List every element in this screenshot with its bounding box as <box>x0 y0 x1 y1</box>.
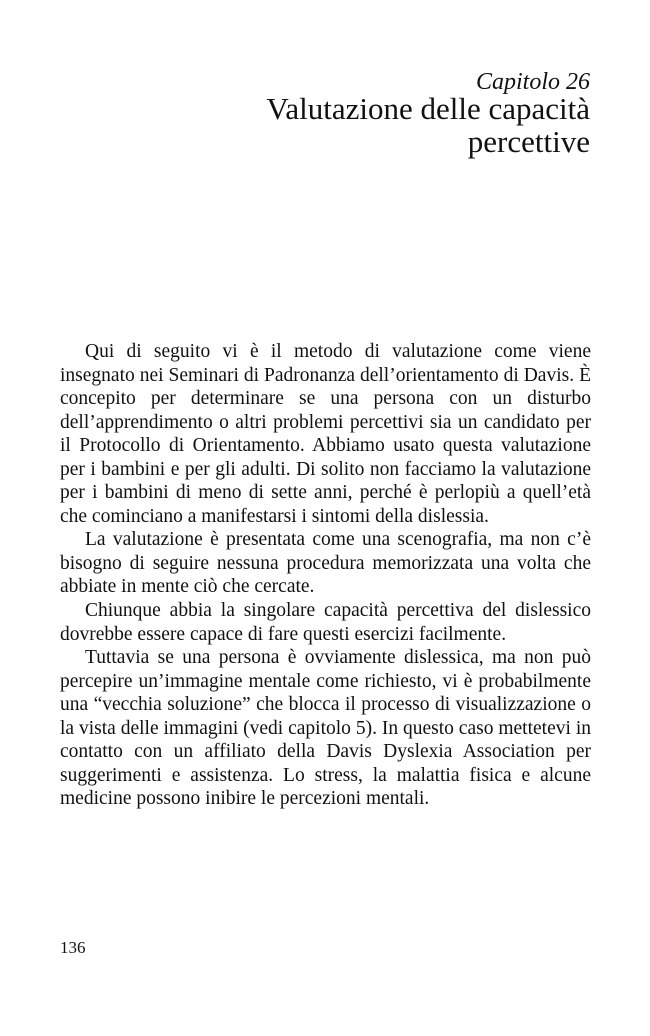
body-text <box>60 340 591 811</box>
paragraph: Tuttavia se una persona è ovviamente dislessica, ma non può percepire un’immagine mentale come richiesto, vi è probabilmente una “vecchia soluzione” che blocca il processo di visualizzazione o la vista delle immagini (vedi capitolo 5). In questo caso mettetevi in contatto con un affiliato della Davis Dyslexia Association per suggerimenti e assistenza. Lo stress, la malattia fisica e alcune medicine possono inibire le percezioni mentali. <box>60 647 591 810</box>
page-number: 136 <box>60 938 86 957</box>
paragraph: Qui di seguito vi è il metodo di valutazione come viene insegnato nei Seminari di Padronanza dell’orientamento di Davis. È concepito per determinare se una persona con un disturbo dell’apprendimento o altri problemi percettivi sia un candidato per il Protocollo di Orientamento. Abbiamo usato questa valutazione per i bambini e per gli adulti. Di solito non facciamo la valutazione per i bambini di meno di sette anni, perché è perlopiù a quell’età che cominciano a manifestarsi i sintomi della dislessia. <box>60 341 591 527</box>
paragraph: La valutazione è presentata come una scenografia, ma non c’è bisogno di seguire nessuna procedura memorizzata una volta che abbiate in mente ciò che cercate. <box>60 529 591 598</box>
paragraph: Chiunque abbia la singolare capacità percettiva del dislessico dovrebbe essere capace di fare questi esercizi facilmente. <box>60 600 591 645</box>
chapter-title: Valutazione delle capacità percettive <box>266 91 590 159</box>
chapter-label: Capitolo 26 <box>475 69 590 95</box>
